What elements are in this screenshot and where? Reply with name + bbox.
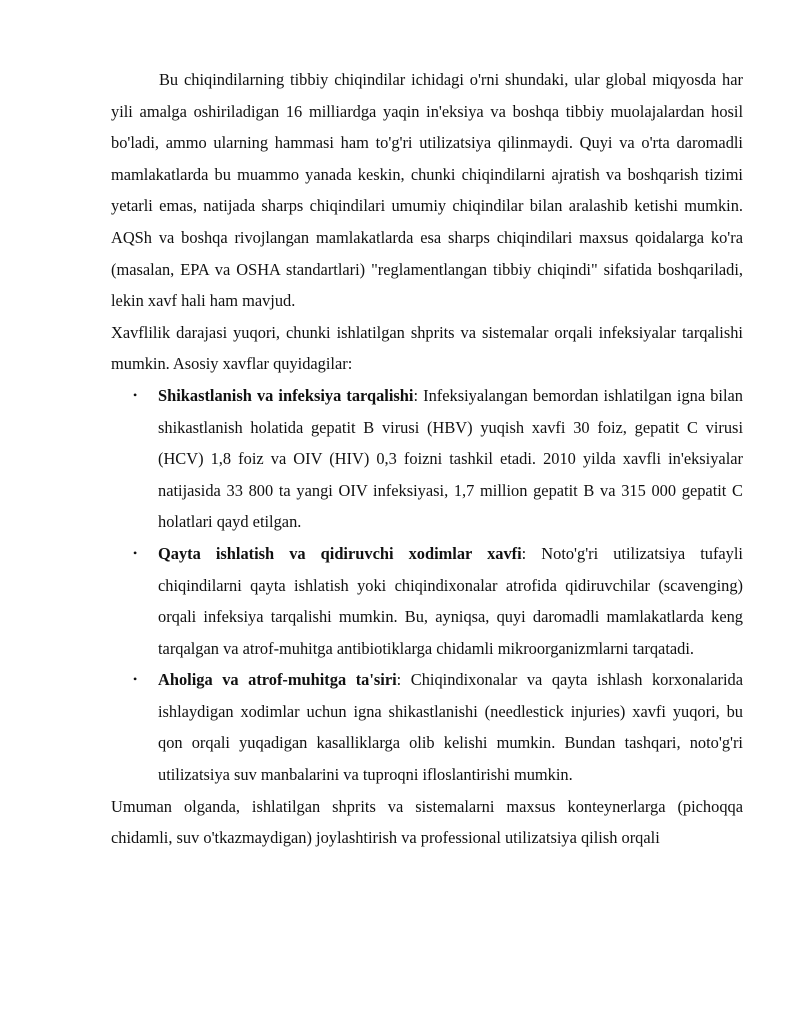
risk-list — [111, 380, 743, 791]
document-page — [111, 64, 743, 854]
list-item-term: Qayta ishlatish va qidiruvchi xodimlar xavfi — [158, 543, 522, 563]
bullet-icon: • — [133, 387, 138, 402]
intro-paragraph: Bu chiqindilarning tibbiy chiqindilar ichidagi o'rni shundaki, ular global miqyosda har yili amalga oshiriladigan 16 milliardga yaqin in'eksiya va boshqa tibbiy muolajalardan hosil bo'ladi, ammo ularning hammasi ham to'g'ri utilizatsiya qilinmaydi. Quyi va o'rta daromadli mamlakatlarda bu muammo yanada keskin, chunki chiqindilarni ajratish va boshqarish tizimi yetarli emas, natijada sharps chiqindilari umumiy chiqindilar bilan aralashib ketishi mumkin. AQSh va boshqa rivojlangan mamlakatlarda esa sharps chiqindilari maxsus qoidalarga ko'ra (masalan, EPA va OSHA standartlari) "reglamentlangan tibbiy chiqindi" sifatida boshqariladi, lekin xavf hali ham mavjud. — [111, 70, 743, 311]
list-item-text: : Noto'g'ri utilizatsiya tufayli chiqindilarni qayta ishlatish yoki chiqindixonalar atrofida qidiruvchilar (scavenging) orqali infeksiya tarqalishi mumkin. Bu, ayniqsa, quyi daromadli mamlakatlarda keng tarqalgan va atrof-muhitga antibiotiklarga chidamli mikroorganizmlarni tarqatadi. — [158, 543, 743, 658]
bullet-icon: • — [133, 672, 138, 687]
list-item-term: Aholiga va atrof-muhitga ta'siri — [158, 670, 397, 690]
list-item-text: : Chiqindixonalar va qayta ishlash korxonalarida ishlaydigan xodimlar uchun igna shikastlanishi (needlestick injuries) xavfi yuqori, bu qon orqali yuqadigan kasalliklarga olib kelishi mumkin. Bundan tashqari, noto'g'ri utilizatsiya suv manbalarini va tuproqni ifloslantirishi mumkin. — [158, 670, 743, 785]
list-item-text: : Infeksiyalangan bemordan ishlatilgan igna bilan shikastlanish holatida gepatit B virusi (HBV) yuqish xavfi 30 foiz, gepatit C virusi (HCV) 1,8 foiz va OIV (HIV) 0,3 foizni tashkil etadi. 2010 yilda xavfli in'eksiyalar natijasida 33 800 ta yangi OIV infeksiyasi, 1,7 million gepatit B va 315 000 gepatit C holatlari qayd etilgan. — [158, 385, 743, 532]
list-item — [133, 538, 743, 664]
list-item — [133, 664, 743, 790]
list-item — [133, 380, 743, 538]
list-item-term: Shikastlanish va infeksiya tarqalishi — [158, 385, 414, 405]
risk-intro-paragraph: Xavflilik darajasi yuqori, chunki ishlatilgan shprits va sistemalar orqali infeksiyalar tarqalishi mumkin. Asosiy xavflar quyidagilar: — [111, 322, 743, 374]
conclusion-paragraph: Umuman olganda, ishlatilgan shprits va sistemalarni maxsus konteynerlarga (pichoqqa chidamli, suv o'tkazmaydigan) joylashtirish va professional utilizatsiya qilish orqali — [111, 796, 743, 848]
bullet-icon: • — [133, 545, 138, 560]
